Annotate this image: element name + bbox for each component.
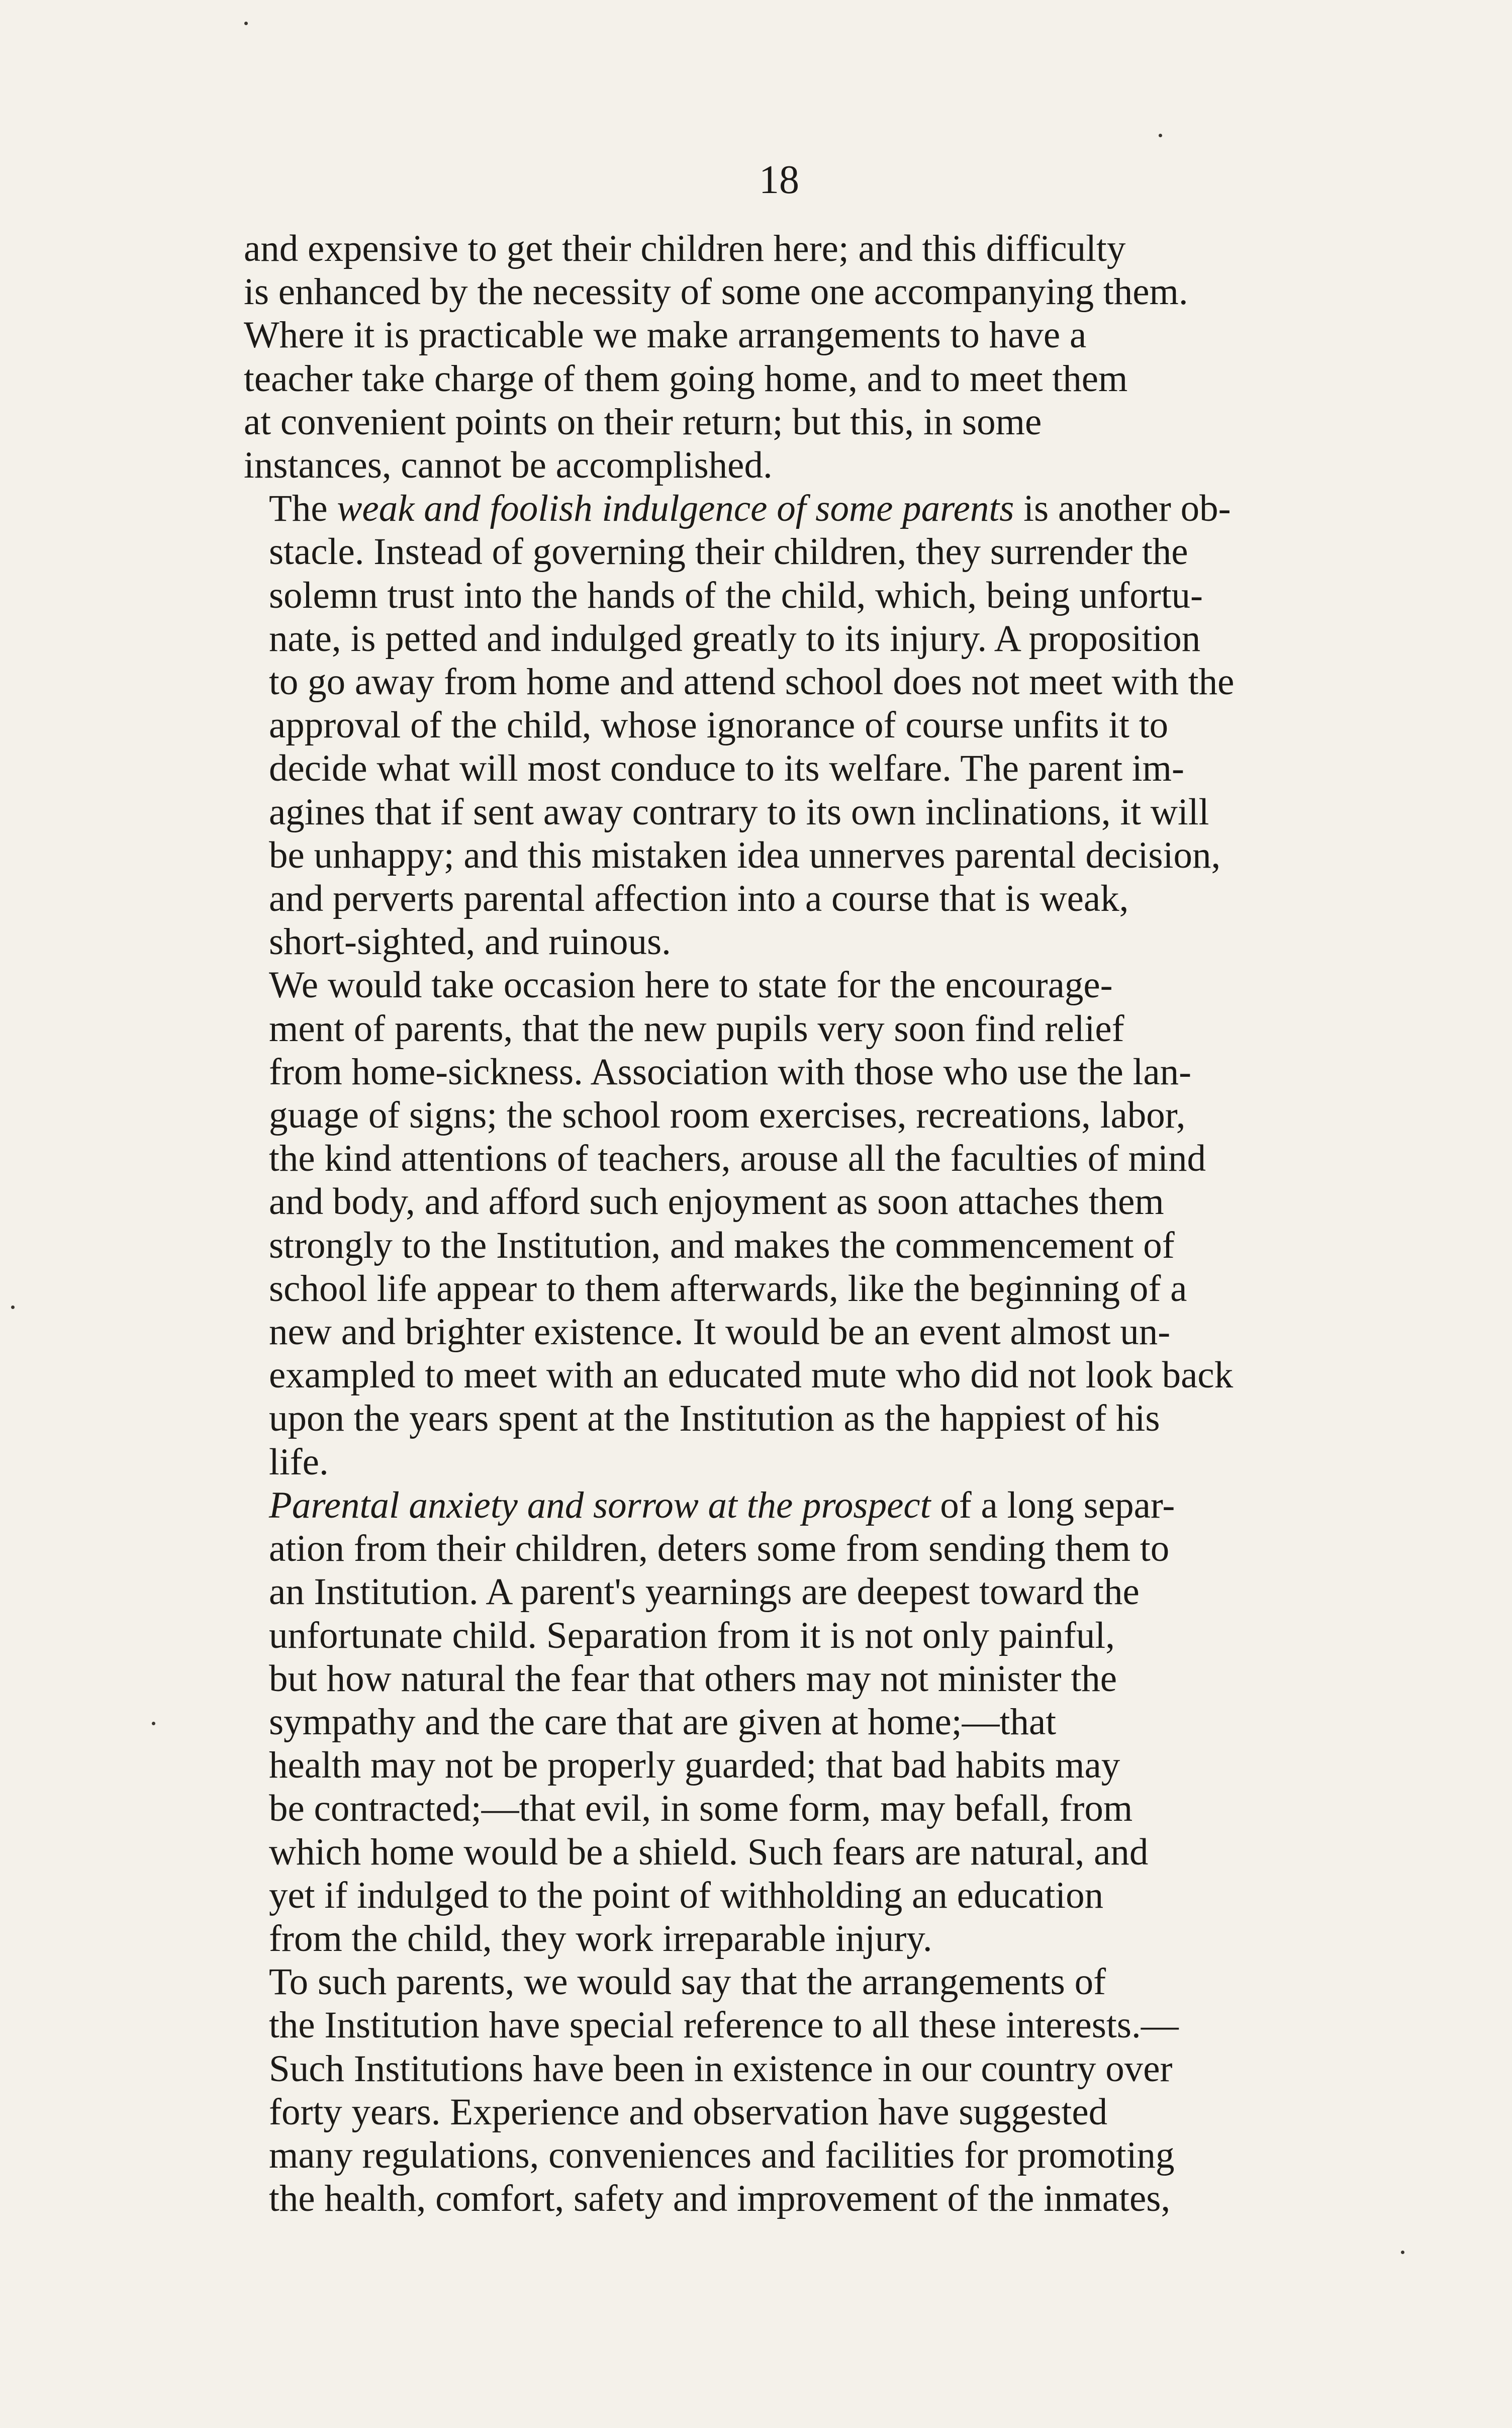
italic-emphasis: Parental anxiety and sorrow at the prospect bbox=[269, 1484, 931, 1526]
text-line: health may not be properly guarded; that bad habits may bbox=[269, 1744, 1120, 1787]
text-line: We would take occasion here to state for the encourage- bbox=[269, 964, 1113, 1006]
text-line: which home would be a shield. Such fears are natural, and bbox=[269, 1831, 1149, 1873]
text-line-with-emphasis: The weak and foolish indulgence of some parents is another ob- bbox=[269, 488, 1231, 530]
text-line: an Institution. A parent's yearnings are deepest toward the bbox=[269, 1571, 1140, 1613]
text-line: Where it is practicable we make arrangements to have a bbox=[244, 314, 1087, 356]
paper-speck bbox=[152, 1722, 155, 1725]
text-line: the Institution have special reference to all these interests.— bbox=[269, 2004, 1179, 2046]
text-line: new and brighter existence. It would be an event almost un- bbox=[269, 1311, 1171, 1353]
text-line: Such Institutions have been in existence in our country over bbox=[269, 2047, 1173, 2090]
text-line: exampled to meet with an educated mute who did not look back bbox=[269, 1354, 1234, 1396]
text-line: solemn trust into the hands of the child, which, being unfortu- bbox=[269, 574, 1203, 616]
text-line: stacle. Instead of governing their children, they surrender the bbox=[269, 531, 1188, 573]
paper-speck bbox=[11, 1305, 15, 1309]
paragraph-arrangements bbox=[244, 1960, 1405, 2220]
paper-speck bbox=[1401, 2251, 1404, 2254]
paper-speck bbox=[1159, 134, 1162, 137]
body-text bbox=[244, 227, 1405, 2220]
text-line: to go away from home and attend school does not meet with the bbox=[269, 661, 1235, 703]
text-line: strongly to the Institution, and makes the commencement of bbox=[269, 1224, 1175, 1266]
paragraph-indulgence bbox=[244, 487, 1405, 964]
text-line: teacher take charge of them going home, and to meet them bbox=[244, 357, 1128, 400]
text-line: guage of signs; the school room exercises, recreations, labor, bbox=[269, 1094, 1186, 1137]
text-line: sympathy and the care that are given at home;—that bbox=[269, 1701, 1057, 1743]
text-line: nate, is petted and indulged greatly to its injury. A proposition bbox=[269, 617, 1201, 660]
text-line: is enhanced by the necessity of some one accompanying them. bbox=[244, 271, 1188, 313]
text-line: life. bbox=[269, 1441, 329, 1483]
text-line: the kind attentions of teachers, arouse all the faculties of mind bbox=[269, 1138, 1206, 1180]
text-line: be contracted;—that evil, in some form, may befall, from bbox=[269, 1788, 1133, 1830]
text-line: forty years. Experience and observation have suggested bbox=[269, 2091, 1108, 2133]
paragraph-encouragement bbox=[244, 964, 1405, 1483]
paper-speck bbox=[244, 22, 248, 25]
text-line: and expensive to get their children here; and this difficulty bbox=[244, 228, 1126, 269]
text-line: upon the years spent at the Institution as the happiest of his bbox=[269, 1397, 1160, 1440]
text-line: To such parents, we would say that the arrangements of bbox=[269, 1961, 1106, 2003]
paragraph-anxiety bbox=[244, 1484, 1405, 1960]
text-line: agines that if sent away contrary to its own inclinations, it will bbox=[269, 791, 1209, 833]
text-line: and body, and afford such enjoyment as soon attaches them bbox=[269, 1181, 1164, 1223]
text-line: ation from their children, deters some from sending them to bbox=[269, 1528, 1170, 1570]
text-line: short-sighted, and ruinous. bbox=[269, 921, 671, 963]
text-line: many regulations, conveniences and facilities for promoting bbox=[269, 2134, 1175, 2176]
text-line: approval of the child, whose ignorance of course unfits it to bbox=[269, 704, 1169, 746]
paragraph-continuation bbox=[244, 227, 1405, 487]
text-line: school life appear to them afterwards, like the beginning of a bbox=[269, 1267, 1187, 1310]
text-line: the health, comfort, safety and improvement of the inmates, bbox=[269, 2178, 1171, 2220]
text-line: instances, cannot be accomplished. bbox=[244, 444, 773, 487]
text-line: from home-sickness. Association with those who use the lan- bbox=[269, 1051, 1192, 1093]
text-line: and perverts parental affection into a course that is weak, bbox=[269, 878, 1129, 920]
text-line: ment of parents, that the new pupils very soon find relief bbox=[269, 1007, 1124, 1050]
page-number: 18 bbox=[759, 158, 799, 202]
text-line: yet if indulged to the point of withholding an education bbox=[269, 1874, 1104, 1916]
text-line: but how natural the fear that others may not minister the bbox=[269, 1657, 1117, 1700]
text-line: be unhappy; and this mistaken idea unnerves parental decision, bbox=[269, 834, 1221, 876]
italic-emphasis: weak and foolish indulgence of some parents bbox=[337, 488, 1014, 530]
text-line: unfortunate child. Separation from it is not only painful, bbox=[269, 1614, 1115, 1656]
text-line: from the child, they work irreparable injury. bbox=[269, 1917, 932, 1959]
text-line-with-emphasis: Parental anxiety and sorrow at the prospect of a long separ- bbox=[269, 1484, 1175, 1526]
text-line: decide what will most conduce to its welfare. The parent im- bbox=[269, 748, 1184, 790]
text-line: at convenient points on their return; but this, in some bbox=[244, 401, 1042, 443]
